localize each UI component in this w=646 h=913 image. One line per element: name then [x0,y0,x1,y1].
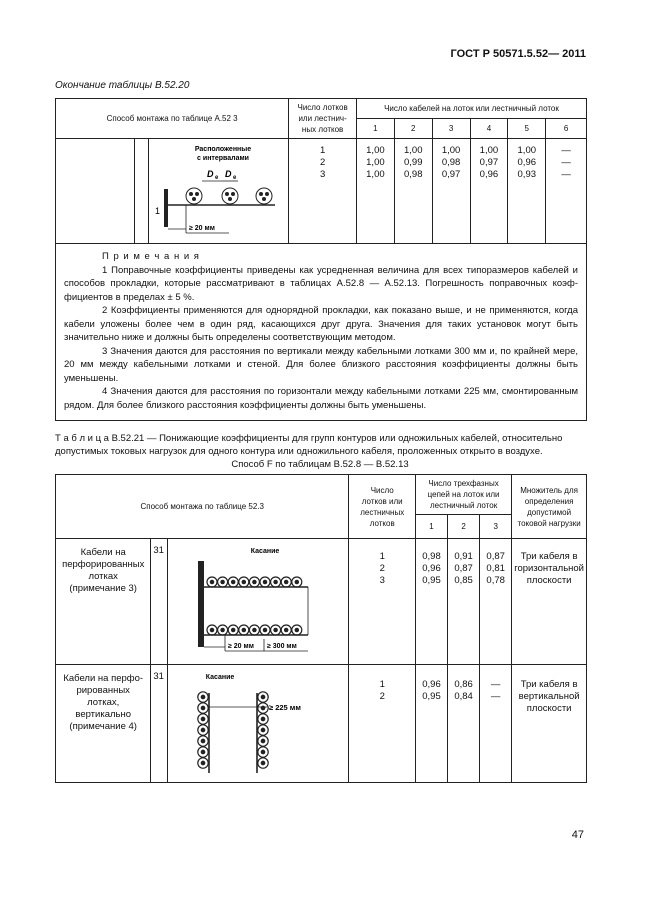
note: 4 Значения даются для расстояния по горизонтали между кабельными лотками 225 мм, смонтированным рядом. Для более близкого расстояния коэффициенты должны быть уменьшены. [64,386,578,411]
diagram-touching-cell [168,539,349,665]
page-number: 47 [571,829,584,841]
svg-text:e: e [215,175,219,181]
trays-values: 1 2 3 [289,139,357,244]
cable-group [222,188,238,204]
method-label: Кабели на перфорированных лотках (примечание 3) [56,539,151,665]
svg-text:D: D [207,169,214,179]
cable-column [258,692,268,768]
touching-vertical-diagram [168,665,348,781]
notes-title: П р и м е ч а н и я [102,251,200,262]
value-col: 0,91 0,87 0,85 [448,539,480,665]
method-num: 31 [151,665,168,783]
trays-values: 1 2 3 [349,539,416,665]
value-col: 0,98 0,96 0,95 [415,539,447,665]
table1-caption: Окончание таблицы В.52.20 [55,80,190,91]
value-col: 0,86 0,84 [448,665,480,783]
value-col: 1,00 1,00 1,00 [356,139,394,244]
method-label: Кабели на перфорированных лотках, вертикально (примечание 4) [56,665,151,783]
trays-values: 1 2 [349,665,416,783]
note: 3 Значения даются для расстояния по вертикали между кабельными лотками 300 мм и, по крайней мере, 20 мм между кабельными лотками и стеной. Для более близкого расстояния коэффициенты должны быть уменьшены. [64,345,578,384]
method-num: 31 [151,539,168,665]
col-num: 5 [508,119,546,139]
table-b5220 [55,98,587,421]
multiplier: Три кабеля в вертикальной плоскости [512,665,587,783]
method-label-cell [56,139,135,244]
svg-text:≥ 20 мм: ≥ 20 мм [228,643,255,650]
diagram-spaced-cell [149,139,289,244]
multiplier: Три кабеля в горизонтальной плоскости [512,539,587,665]
notes-block [56,244,587,421]
col-num: 4 [470,119,508,139]
value-col: 0,87 0,81 0,78 [480,539,512,665]
header-cables: Число кабелей на лоток или лестничный лоток [356,99,586,119]
value-col: 1,00 0,99 0,98 [394,139,432,244]
header-method: Способ монтажа по таблице 52.3 [56,475,349,539]
spaced-cables-diagram [149,139,288,243]
cable-row [207,577,302,587]
note: 1 Поправочные коэффициенты приведены как усредненная величина для всех типоразмеров кабелей и способов прокладки, которые рассматривают в таблицах А.52.8 — А.52.13. Погрешность поправочных коэффициентов в пределах ± 5 %. [64,264,578,303]
svg-text:e: e [233,175,237,181]
value-col: 1,00 0,96 0,93 [508,139,546,244]
value-col: — — — [546,139,587,244]
value-col: 0,96 0,95 [415,665,447,783]
svg-text:с интервалами: с интервалами [197,155,250,162]
header-trays: Число лотков или лестничных лотков [349,475,416,539]
value-col: — — [480,665,512,783]
note: 2 Коэффициенты применяются для однорядной прокладки, как показано выше, и не применяются, когда кабели уложены более чем в один ряд, касающихся друг друга. Значения для таких установок могут быть значительно ниже и должны быть определены соответствующим методом. [64,305,578,343]
touching-horizontal-diagram [168,539,348,663]
col-num: 3 [480,515,512,539]
value-col: 1,00 0,98 0,97 [432,139,470,244]
cable-column [198,692,208,768]
col-num: 2 [448,515,480,539]
col-num: 2 [394,119,432,139]
col-num: 3 [432,119,470,139]
method-num-cell [135,139,149,244]
col-num: 1 [415,515,447,539]
header-trays: Число лотков или лестнич- ных лотков [289,99,357,139]
svg-text:≥ 225 мм: ≥ 225 мм [269,703,302,712]
diagram-vertical-cell [168,665,349,783]
table2-title: Т а б л и ц а В.52.21 — Понижающие коэффициенты для групп контуров или одножильных кабелей, относительно допустимых токовых нагрузок для одного контура или одножильного кабеля, проложенных открыто в воздухе. Способ F по таблицам В.52.8 — В.52.13 [55,433,563,470]
svg-text:≥ 300 мм: ≥ 300 мм [267,643,298,650]
header-method: Способ монтажа по таблице А.52 3 [56,99,289,139]
svg-text:Касание: Касание [251,548,280,555]
document-id: ГОСТ Р 50571.5.52— 2011 [450,48,586,60]
cable-group [256,188,272,204]
svg-text:1: 1 [155,206,161,216]
cable-row [207,625,302,635]
svg-text:≥ 20 мм: ≥ 20 мм [189,225,216,232]
col-num: 1 [356,119,394,139]
svg-text:Расположенные: Расположенные [195,146,252,153]
table-b5221 [55,474,587,783]
cable-group [186,188,202,204]
col-num: 6 [546,119,587,139]
header-circuits: Число трехфазных цепей на лоток или лестничный лоток [415,475,511,515]
value-col: 1,00 0,97 0,96 [470,139,508,244]
header-multiplier: Множитель для определения допустимой токовой нагрузки [512,475,587,539]
svg-text:Касание: Касание [206,674,235,681]
svg-text:D: D [225,169,232,179]
